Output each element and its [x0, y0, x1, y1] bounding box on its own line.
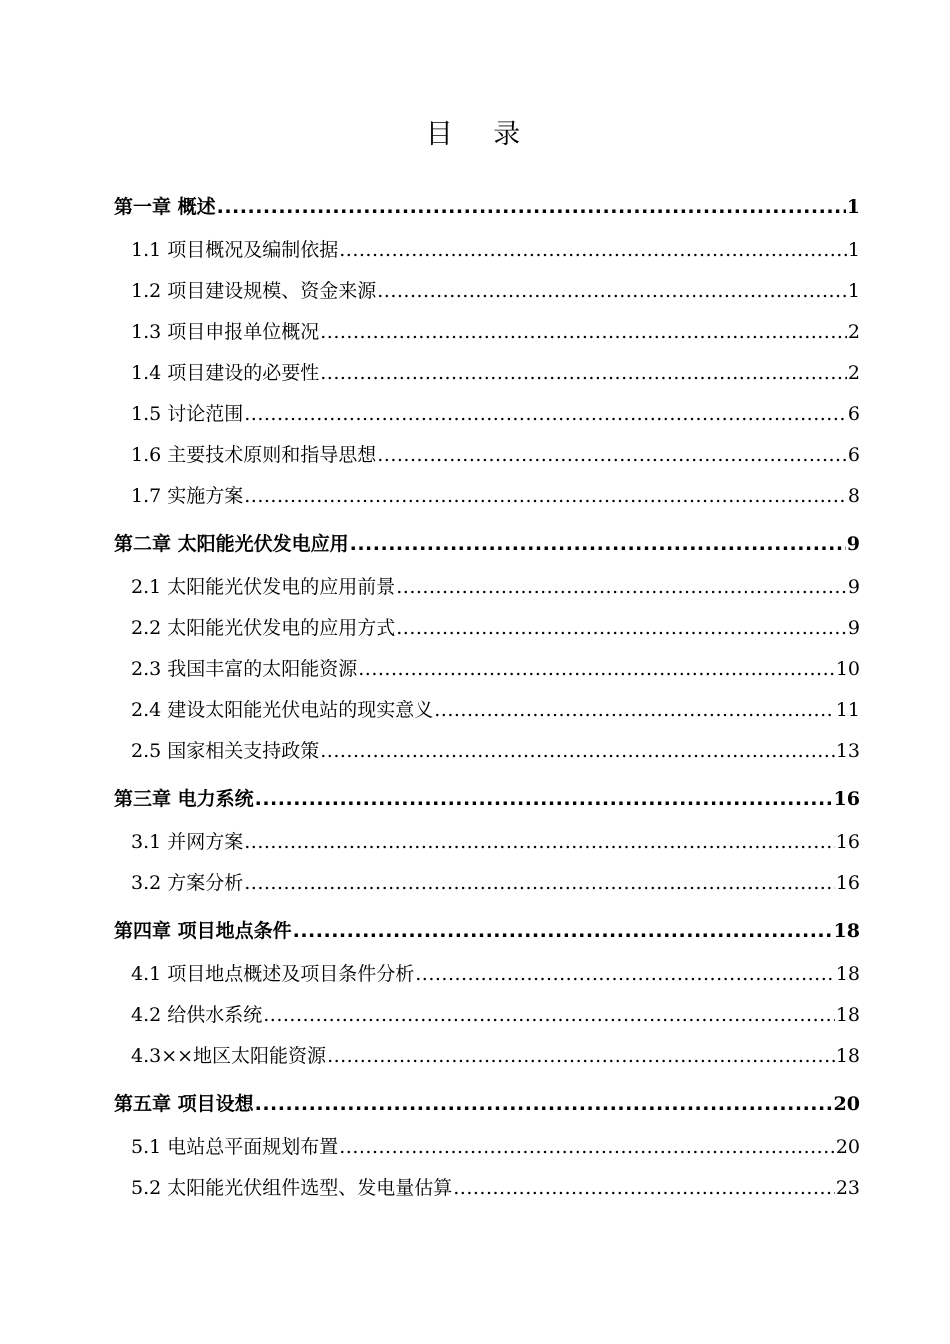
toc-section-entry[interactable]	[114, 1036, 860, 1077]
toc-entry-label: 1.4 项目建设的必要性	[131, 362, 320, 384]
toc-dot-leader	[293, 908, 833, 954]
toc-dot-leader	[339, 1127, 835, 1168]
toc-chapter-entry[interactable]	[114, 1081, 860, 1127]
toc-entry-label: 1.2 项目建设规模、资金来源	[131, 280, 377, 302]
toc-entry-label: 1.6 主要技术原则和指导思想	[131, 444, 377, 466]
toc-page-number: 23	[835, 1177, 860, 1199]
toc-entry-label: 2.4 建设太阳能光伏电站的现实意义	[131, 699, 434, 721]
toc-dot-leader	[320, 312, 847, 353]
page-title: 目 录	[425, 119, 537, 150]
toc-dot-leader	[415, 954, 835, 995]
toc-page-number: 18	[835, 1045, 860, 1067]
toc-dot-leader	[377, 271, 847, 312]
toc-entry-label: 4.2 给供水系统	[131, 1004, 263, 1026]
toc-entry-label: 1.3 项目申报单位概况	[131, 321, 320, 343]
toc-section-entry[interactable]	[114, 476, 860, 517]
toc-page-number: 9	[846, 533, 860, 555]
toc-page-number: 18	[835, 1004, 860, 1026]
toc-dot-leader	[434, 690, 835, 731]
toc-entry-label: 2.1 太阳能光伏发电的应用前景	[131, 576, 396, 598]
toc-page-number: 1	[846, 196, 860, 218]
toc-chapter-entry[interactable]	[114, 908, 860, 954]
toc-section-entry[interactable]	[114, 1127, 860, 1168]
toc-entry-label: 第一章 概述	[114, 196, 216, 218]
toc-page-number: 13	[835, 740, 860, 762]
toc-entry-label: 5.1 电站总平面规划布置	[131, 1136, 339, 1158]
toc-page-number: 9	[847, 576, 860, 598]
toc-dot-leader	[396, 608, 847, 649]
toc-page-number: 1	[847, 239, 860, 261]
toc-page-number: 6	[847, 444, 860, 466]
toc-dot-leader	[255, 1081, 833, 1127]
toc-chapter-entry[interactable]	[114, 184, 860, 230]
toc-chapter-entry[interactable]	[114, 776, 860, 822]
toc-entry-label: 第三章 电力系统	[114, 788, 254, 810]
toc-entry-label: 4.3××地区太阳能资源	[131, 1045, 327, 1067]
toc-section-entry[interactable]	[114, 649, 860, 690]
table-of-contents	[114, 184, 860, 1209]
toc-page-number: 16	[835, 831, 860, 853]
toc-dot-leader	[453, 1168, 835, 1209]
toc-dot-leader	[339, 230, 847, 271]
toc-section-entry[interactable]	[114, 1168, 860, 1209]
toc-section-entry[interactable]	[114, 435, 860, 476]
toc-page-number: 16	[835, 872, 860, 894]
toc-page-number: 6	[847, 403, 860, 425]
toc-dot-leader	[327, 1036, 835, 1077]
toc-entry-label: 4.1 项目地点概述及项目条件分析	[131, 963, 415, 985]
toc-section-entry[interactable]	[114, 230, 860, 271]
toc-dot-leader	[244, 476, 847, 517]
toc-page-number: 1	[847, 280, 860, 302]
toc-dot-leader	[320, 353, 847, 394]
toc-section-entry[interactable]	[114, 731, 860, 772]
toc-page-number: 8	[847, 485, 860, 507]
toc-section-entry[interactable]	[114, 863, 860, 904]
toc-section-entry[interactable]	[114, 312, 860, 353]
toc-page-number: 18	[833, 920, 860, 942]
toc-dot-leader	[217, 184, 846, 230]
toc-chapter-entry[interactable]	[114, 521, 860, 567]
toc-entry-label: 2.3 我国丰富的太阳能资源	[131, 658, 358, 680]
toc-section-entry[interactable]	[114, 394, 860, 435]
toc-entry-label: 第四章 项目地点条件	[114, 920, 292, 942]
toc-dot-leader	[263, 995, 835, 1036]
toc-page-number: 16	[833, 788, 860, 810]
toc-entry-label: 1.5 讨论范围	[131, 403, 244, 425]
toc-section-entry[interactable]	[114, 608, 860, 649]
toc-entry-label: 3.2 方案分析	[131, 872, 244, 894]
toc-dot-leader	[377, 435, 847, 476]
toc-page-number: 2	[847, 362, 860, 384]
toc-page-number: 9	[847, 617, 860, 639]
toc-dot-leader	[244, 394, 847, 435]
toc-dot-leader	[255, 776, 833, 822]
toc-section-entry[interactable]	[114, 822, 860, 863]
toc-entry-label: 第五章 项目设想	[114, 1093, 254, 1115]
toc-dot-leader	[358, 649, 835, 690]
toc-section-entry[interactable]	[114, 954, 860, 995]
toc-dot-leader	[396, 567, 847, 608]
toc-section-entry[interactable]	[114, 271, 860, 312]
toc-entry-label: 3.1 并网方案	[131, 831, 244, 853]
toc-page-number: 20	[835, 1136, 860, 1158]
toc-entry-label: 2.5 国家相关支持政策	[131, 740, 320, 762]
toc-section-entry[interactable]	[114, 567, 860, 608]
toc-section-entry[interactable]	[114, 995, 860, 1036]
toc-entry-label: 第二章 太阳能光伏发电应用	[114, 533, 349, 555]
toc-dot-leader	[320, 731, 835, 772]
toc-page-number: 20	[833, 1093, 860, 1115]
toc-entry-label: 2.2 太阳能光伏发电的应用方式	[131, 617, 396, 639]
toc-page-number: 18	[835, 963, 860, 985]
toc-entry-label: 1.7 实施方案	[131, 485, 244, 507]
toc-page-number: 2	[847, 321, 860, 343]
toc-dot-leader	[244, 863, 835, 904]
toc-entry-label: 1.1 项目概况及编制依据	[131, 239, 339, 261]
toc-page-number: 10	[835, 658, 860, 680]
toc-section-entry[interactable]	[114, 690, 860, 731]
toc-dot-leader	[350, 521, 846, 567]
toc-section-entry[interactable]	[114, 353, 860, 394]
toc-entry-label: 5.2 太阳能光伏组件选型、发电量估算	[131, 1177, 453, 1199]
toc-page-number: 11	[835, 699, 860, 721]
toc-dot-leader	[244, 822, 835, 863]
